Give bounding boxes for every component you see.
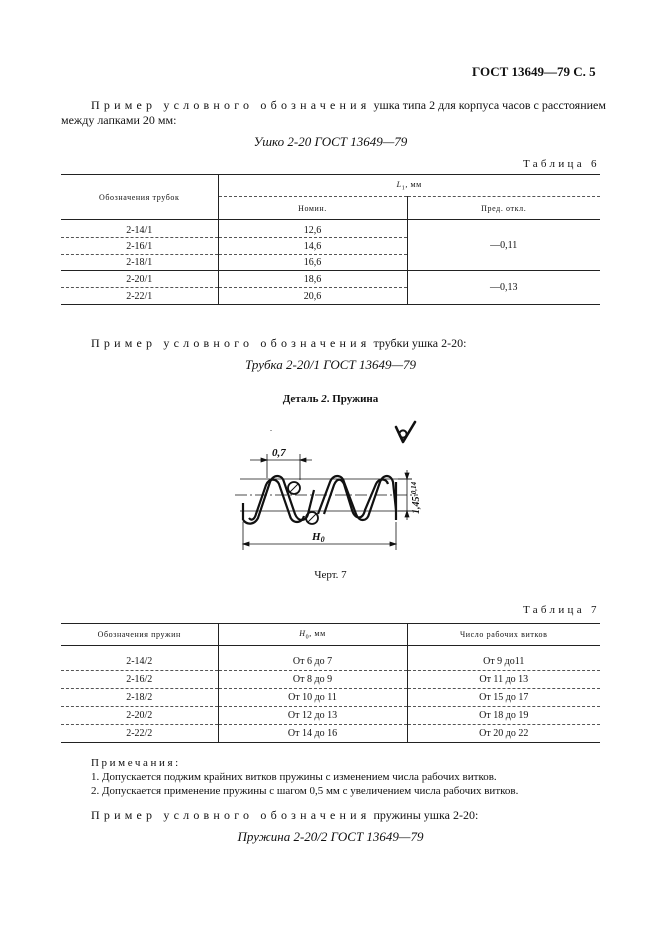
table-6-header-l: $L_1$, мм [218,175,600,197]
example-3-line [91,808,478,823]
table-6-label: Таблица 6 [523,158,600,170]
table-row: 2-20/1 18,6 —0,13 [61,271,600,288]
table-7-header-name: Обозначения пружин [61,624,218,646]
table-row: 2-20/2 От 12 до 13 От 18 до 19 [61,707,600,725]
table-row: 2-18/2 От 10 до 11 От 15 до 17 [61,689,600,707]
table-6-tolerance-group-1: —0,11 [407,220,600,271]
example-1-designation: Ушко 2-20 ГОСТ 13649—79 [253,134,408,149]
table-7-header-turns: Число рабочих витков [407,624,600,646]
drawing-caption: Черт. 7 [314,569,347,581]
example-3-designation: Пружина 2-20/2 ГОСТ 13649—79 [237,829,424,844]
example-2-line [91,336,466,351]
example-1-line [91,98,606,113]
table-6 [61,174,600,305]
diameter-dimension-label: $1,45^{-0,14}$ [410,481,422,514]
pitch-dimension-label: 0,7 [272,447,286,459]
example-1-text-2: между лапками 20 мм: [61,113,177,127]
notes-title: Примечания: [91,757,181,769]
table-row: 2-18/1 16,6 [61,255,600,271]
page-header: ГОСТ 13649—79 С. 5 [472,64,596,79]
table-7-header-h: $H_0$, мм [218,624,407,646]
table-6-header-tolerance: Пред. откл. [407,197,600,220]
table-6-header-name: Обозначения трубок [61,175,218,220]
drawing-dot: . [270,424,272,433]
spring-coils-left [243,476,314,524]
example-1-text: ушка типа 2 для корпуса часов с расстоянием [370,98,606,112]
table-row: 2-16/2 От 8 до 9 От 11 до 13 [61,671,600,689]
table-7 [61,623,600,743]
table-row: 2-16/1 14,6 [61,238,600,255]
note-2: 2. Допускается применение пружины с шагом 0,5 мм с увеличением числа рабочих витков. [91,785,519,797]
table-6-tolerance-group-2: —0,13 [407,271,600,305]
detail-title: Деталь 2. Пружина [282,393,379,405]
spring-coils-right [318,476,396,520]
example-3-text: пружины ушка 2-20: [370,808,479,822]
example-2-text: трубки ушка 2-20: [370,336,467,350]
example-2-label: Пример условного обозначения [91,336,371,350]
roughness-mark-icon [396,422,415,442]
table-row: 2-22/2 От 14 до 16 От 20 до 22 [61,725,600,743]
table-row: 2-14/2 От 6 до 7 От 9 до11 [61,646,600,671]
table-6-header-nominal: Номин. [218,197,407,220]
note-1: 1. Допускается поджим крайних витков пружины с изменением числа рабочих витков. [91,771,497,783]
spring-drawing [200,410,440,560]
length-dimension-label: H0 [312,531,325,544]
table-7-label: Таблица 7 [523,604,600,616]
table-row: 2-22/1 20,6 [61,288,600,305]
example-3-label: Пример условного обозначения [91,808,371,822]
example-2-designation: Трубка 2-20/1 ГОСТ 13649—79 [244,357,417,372]
example-1-label: Пример условного обозначения [91,98,371,112]
table-row: 2-14/1 12,6 —0,11 [61,220,600,238]
